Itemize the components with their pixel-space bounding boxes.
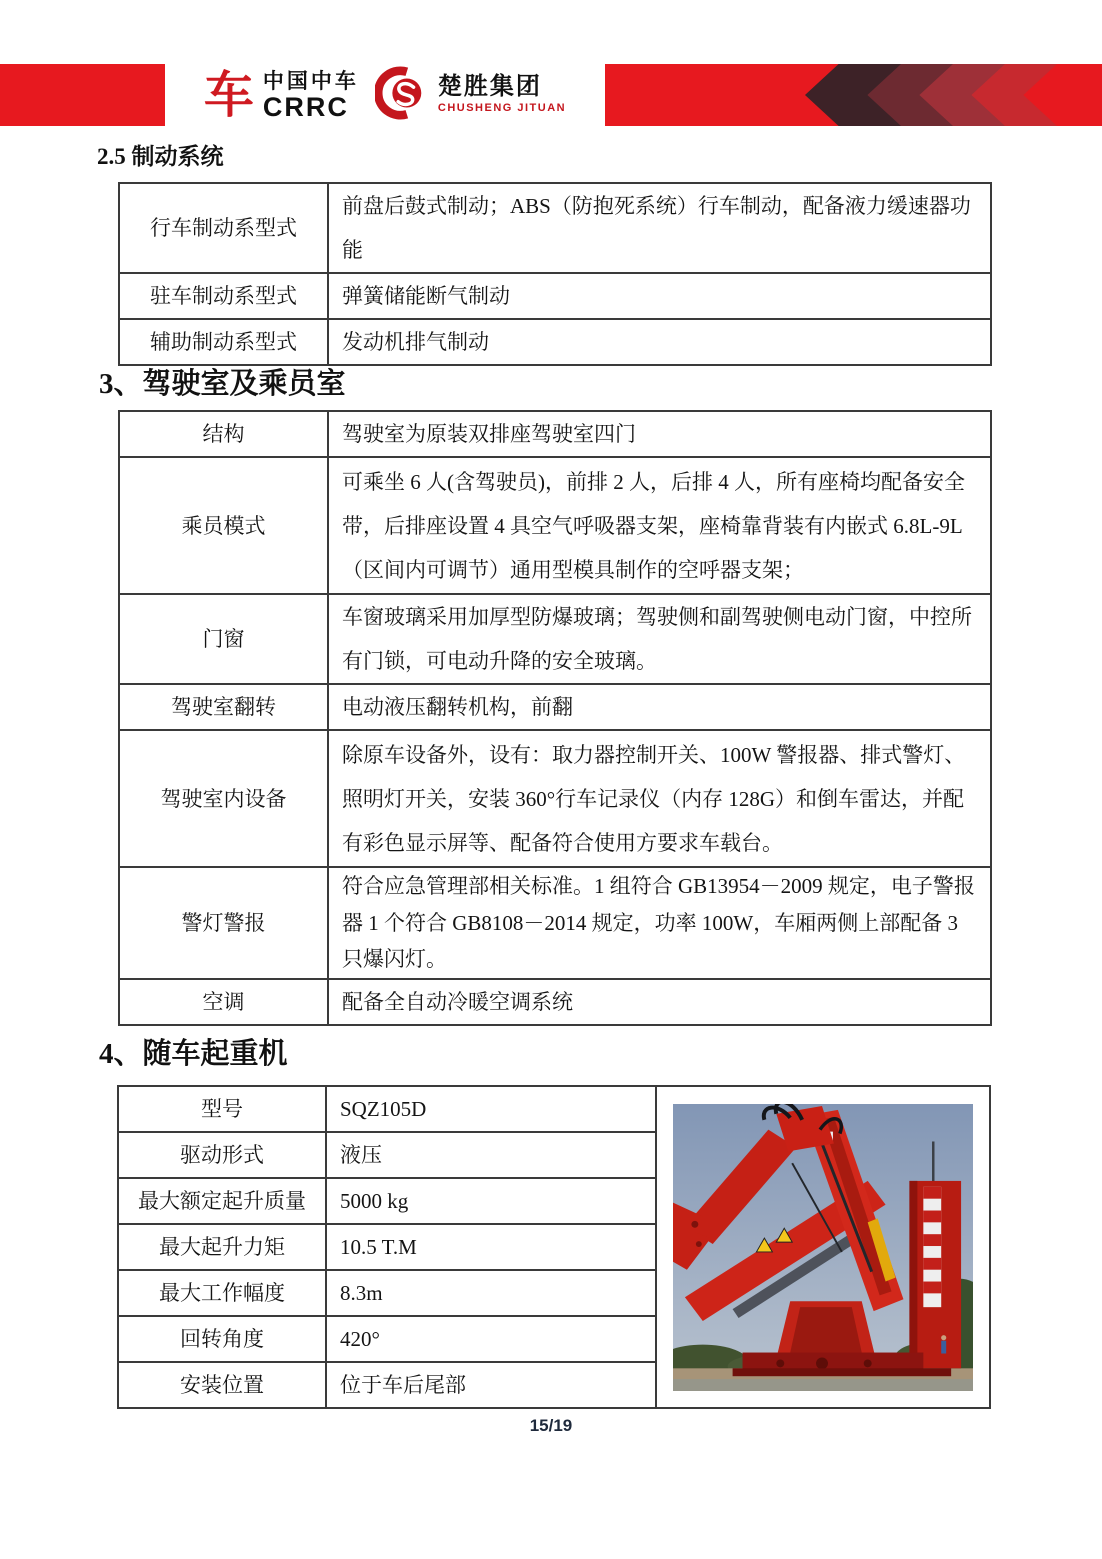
- spec-value-cell: 车窗玻璃采用加厚型防爆玻璃；驾驶侧和副驾驶侧电动门窗，中控所有门锁，可电动升降的安全玻璃。: [328, 594, 991, 684]
- table-row: [119, 319, 991, 365]
- spec-value-cell: 电动液压翻转机构，前翻: [328, 684, 991, 730]
- spec-value-cell: 前盘后鼓式制动；ABS（防抱死系统）行车制动，配备液力缓速器功能: [328, 183, 991, 273]
- spec-label-cell: 行车制动系型式: [119, 183, 328, 273]
- table-row: [119, 867, 991, 979]
- spec-label-cell: 驻车制动系型式: [119, 273, 328, 319]
- crane-table: [117, 1085, 991, 1409]
- spec-label-cell: 乘员模式: [119, 457, 328, 594]
- spec-value-cell: 发动机排气制动: [328, 319, 991, 365]
- spec-label-cell: 结构: [119, 411, 328, 457]
- table-row: [119, 457, 991, 594]
- spec-label-cell: 警灯警报: [119, 867, 328, 979]
- spec-label-cell: 最大额定起升质量: [118, 1178, 326, 1224]
- spec-value-cell: 除原车设备外，设有：取力器控制开关、100W 警报器、排式警灯、照明灯开关，安装 360°行车记录仪（内存 128G）和倒车雷达，并配有彩色显示屏等、配备符合使用方要求车载台。: [328, 730, 991, 867]
- spec-label-cell: 空调: [119, 979, 328, 1025]
- header-red-block-left: [0, 64, 165, 126]
- table-row: [119, 411, 991, 457]
- spec-label-cell: 驾驶室翻转: [119, 684, 328, 730]
- page-number: 15/19: [529, 1416, 573, 1435]
- table-row: [119, 183, 991, 273]
- table-row: [119, 730, 991, 867]
- spec-value-cell: 驾驶室为原装双排座驾驶室四门: [328, 411, 991, 457]
- spec-label-cell: 最大起升力矩: [118, 1224, 326, 1270]
- spec-label-cell: 安装位置: [118, 1362, 326, 1408]
- spec-value-cell: 可乘坐 6 人(含驾驶员)，前排 2 人，后排 4 人，所有座椅均配备安全带，后排座设置 4 具空气呼吸器支架，座椅靠背装有内嵌式 6.8L-9L（区间内可调节）通用型模具制作的空呼器支架；: [328, 457, 991, 594]
- spec-value-cell: 8.3m: [326, 1270, 656, 1316]
- spec-label-cell: 驾驶室内设备: [119, 730, 328, 867]
- crrc-name-en: CRRC: [262, 92, 349, 122]
- table-row: [119, 979, 991, 1025]
- spec-value-cell: 符合应急管理部相关标准。1 组符合 GB13954－2009 规定，电子警报器 1 个符合 GB8108－2014 规定，功率 100W，车厢两侧上部配备 3 只爆闪灯。: [328, 867, 991, 979]
- section-heading-cab: 3、驾驶室及乘员室: [99, 368, 346, 400]
- spec-label-cell: 最大工作幅度: [118, 1270, 326, 1316]
- brake-system-table: [118, 182, 992, 366]
- table-row: [118, 1086, 990, 1132]
- crane-photo-cell: [656, 1086, 990, 1408]
- chusheng-emblem-icon: [375, 66, 429, 125]
- chusheng-logo: [375, 66, 566, 125]
- table-row: [119, 684, 991, 730]
- section-heading-crane: 4、随车起重机: [99, 1038, 288, 1070]
- cab-table: [118, 410, 992, 1026]
- chusheng-name-en: CHUSHENG JITUAN: [437, 102, 567, 114]
- crrc-logo: [204, 69, 359, 121]
- spec-value-cell: 10.5 T.M: [326, 1224, 656, 1270]
- spec-value-cell: 位于车后尾部: [326, 1362, 656, 1408]
- crane-photo: [673, 1104, 973, 1391]
- header-band: [0, 64, 1102, 126]
- spec-value-cell: SQZ105D: [326, 1086, 656, 1132]
- section-heading-brake: 2.5 制动系统: [97, 144, 224, 169]
- crrc-che-icon: 车: [203, 67, 254, 123]
- spec-label-cell: 驱动形式: [118, 1132, 326, 1178]
- spec-value-cell: 420°: [326, 1316, 656, 1362]
- spec-value-cell: 弹簧储能断气制动: [328, 273, 991, 319]
- crrc-name-cn: 中国中车: [262, 69, 359, 93]
- chusheng-name-cn: 楚胜集团: [437, 74, 542, 100]
- header-logos: [165, 64, 605, 126]
- spec-label-cell: 回转角度: [118, 1316, 326, 1362]
- header-red-band-right: [605, 64, 1102, 126]
- table-row: [119, 273, 991, 319]
- spec-value-cell: 5000 kg: [326, 1178, 656, 1224]
- spec-label-cell: 辅助制动系型式: [119, 319, 328, 365]
- spec-value-cell: 配备全自动冷暖空调系统: [328, 979, 991, 1025]
- spec-value-cell: 液压: [326, 1132, 656, 1178]
- spec-label-cell: 型号: [118, 1086, 326, 1132]
- table-row: [119, 594, 991, 684]
- spec-label-cell: 门窗: [119, 594, 328, 684]
